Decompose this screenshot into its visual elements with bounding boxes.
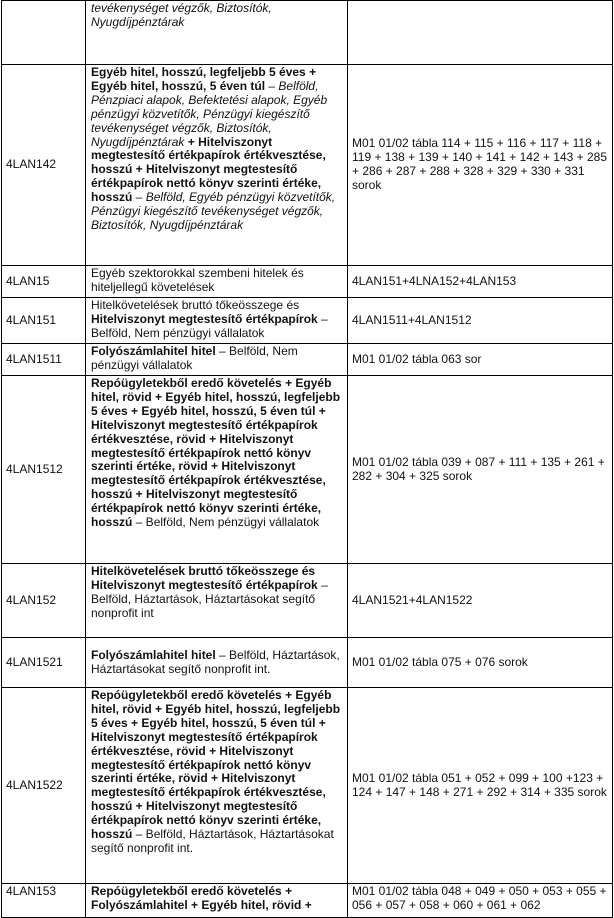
table-row (2, 884, 613, 918)
row-description (86, 266, 348, 298)
row-reference: 4LAN1511+4LAN1512 (348, 298, 613, 344)
row-code: 4LAN1521 (2, 638, 86, 688)
table-row (2, 344, 613, 376)
description-segment: Folyószámlahitel hitel (91, 344, 216, 358)
description-segment: tevékenységet végzők, Biztosítók, Nyugdíjpénztárak (91, 1, 272, 29)
row-code (2, 1, 86, 65)
row-description (86, 65, 348, 266)
row-description (86, 344, 348, 376)
row-description (86, 638, 348, 688)
description-segment: – (132, 190, 146, 205)
row-description (86, 298, 348, 344)
table-row (2, 688, 613, 884)
table-row (2, 1, 613, 65)
row-reference: M01 01/02 tábla 039 + 087 + 111 + 135 + 261 + 282 + 304 + 325 sorok (348, 376, 613, 564)
row-reference: M01 01/02 tábla 114 + 115 + 116 + 117 + 118 + 119 + 138 + 139 + 140 + 141 + 142 + 143 + 285 + 286 + 287 + 288 + 328 + 329 + 330 + 331 sorok (348, 65, 613, 266)
table-row (2, 376, 613, 564)
row-code: 4LAN153 (2, 884, 86, 918)
row-description (86, 1, 348, 65)
row-reference: M01 01/02 tábla 048 + 049 + 050 + 053 + 055 + 056 + 057 + 058 + 060 + 061 + 062 (348, 884, 613, 918)
description-segment: Egyéb szektorokkal szembeni hitelek és hiteljellegű követelések (91, 266, 304, 294)
row-code: 4LAN15 (2, 266, 86, 298)
row-code: 4LAN1511 (2, 344, 86, 376)
row-reference: M01 01/02 tábla 063 sor (348, 344, 613, 376)
description-segment: Egyéb hitel, hosszú, legfeljebb 5 éves + Egyéb hitel, hosszú, 5 éven túl (91, 65, 317, 93)
table-row (2, 266, 613, 298)
indicator-table (1, 0, 613, 918)
description-segment: – Belföld, Nem pénzügyi vállalatok (91, 311, 328, 340)
description-segment: – Belföld, Háztartások, Háztartásokat segítő nonprofit int. (91, 827, 334, 855)
table-row (2, 638, 613, 688)
description-segment: + Hitelviszonyt megtestesítő értékpapírok értékvesztése, hosszú + Hitelviszonyt megtestesítő értékpapírok nettó könyv szerinti értéke, hosszú (91, 134, 326, 205)
row-description (86, 564, 348, 638)
row-code: 4LAN142 (2, 65, 86, 266)
description-segment: Folyószámlahitel hitel (91, 647, 216, 662)
description-segment: – Belföld, Nem pénzügyi vállalatok (132, 515, 320, 530)
row-description (86, 884, 348, 918)
row-code: 4LAN151 (2, 298, 86, 344)
table-row (2, 65, 613, 266)
description-segment: Hitelviszonyt megtestesítő értékpapírok (91, 311, 318, 326)
row-code: 4LAN1522 (2, 688, 86, 884)
description-segment: – (265, 78, 279, 93)
table-row (2, 564, 613, 638)
description-segment: Belföld, Egyéb pénzügyi közvetítők, Pénzügyi kiegészítő tevékenységet végzők, Biztosítók, Nyugdíjpénztárak (91, 190, 336, 232)
description-segment: Repóügyletekből eredő követelés + Folyószámlahitel + Egyéb hitel, rövid + (91, 884, 312, 912)
row-description (86, 376, 348, 564)
description-segment: Repóügyletekből eredő követelés + Egyéb hitel, rövid + Egyéb hitel, hosszú, legfeljebb 5 éves + Egyéb hitel, hosszú, 5 éven túl + Hitelviszonyt megtestesítő értékpapírok értékvesztése, rövid + Hitelviszonyt megtestesítő értékpapírok nettó könyv szerinti értéke, rövid + Hitelviszonyt megtestesítő értékpapírok értékvesztése, hosszú + Hitelviszonyt megtestesítő értékpapírok nettó könyv szerinti értéke, hosszú (91, 688, 341, 842)
description-segment: – Belföld, Háztartások, Háztartásokat segítő nonprofit int (91, 577, 328, 620)
row-reference: 4LAN151+4LNA152+4LAN153 (348, 266, 613, 298)
description-segment: – Belföld, Háztartások, Háztartásokat segítő nonprofit int. (91, 647, 340, 676)
row-reference (348, 1, 613, 65)
row-code: 4LAN1512 (2, 376, 86, 564)
description-segment: Repóügyletekből eredő követelés + Egyéb hitel, rövid + Egyéb hitel, hosszú, legfeljebb 5 éves + Egyéb hitel, hosszú, 5 éven túl + Hitelviszonyt megtestesítő értékpapírok értékvesztése, rövid + Hitelviszonyt megtestesítő értékpapírok nettó könyv szerinti értéke, rövid + Hitelviszonyt megtestesítő értékpapírok értékvesztése, hosszú + Hitelviszonyt megtestesítő értékpapírok nettó könyv szerinti értéke, hosszú (91, 376, 341, 530)
description-segment: Hitelkövetelések bruttó tőkeösszege és (91, 298, 300, 312)
table-row (2, 298, 613, 344)
description-segment: – Belföld, Nem pénzügyi vállalatok (91, 344, 298, 372)
row-reference: 4LAN1521+4LAN1522 (348, 564, 613, 638)
row-reference: M01 01/02 tábla 051 + 052 + 099 + 100 +123 + 124 + 147 + 148 + 271 + 292 + 314 + 335 sorok (348, 688, 613, 884)
description-segment: Belföld, Pénzpiaci alapok, Befektetési alapok, Egyéb pénzügyi közvetítők, Pénzügyi kiegészítő tevékenységet végzők, Biztosítók, Nyugdíjpénztárak (91, 78, 328, 149)
row-description (86, 688, 348, 884)
description-segment: Hitelkövetelések bruttó tőkeösszege és Hitelviszonyt megtestesítő értékpapírok (91, 564, 318, 592)
row-reference: M01 01/02 tábla 075 + 076 sorok (348, 638, 613, 688)
row-code: 4LAN152 (2, 564, 86, 638)
